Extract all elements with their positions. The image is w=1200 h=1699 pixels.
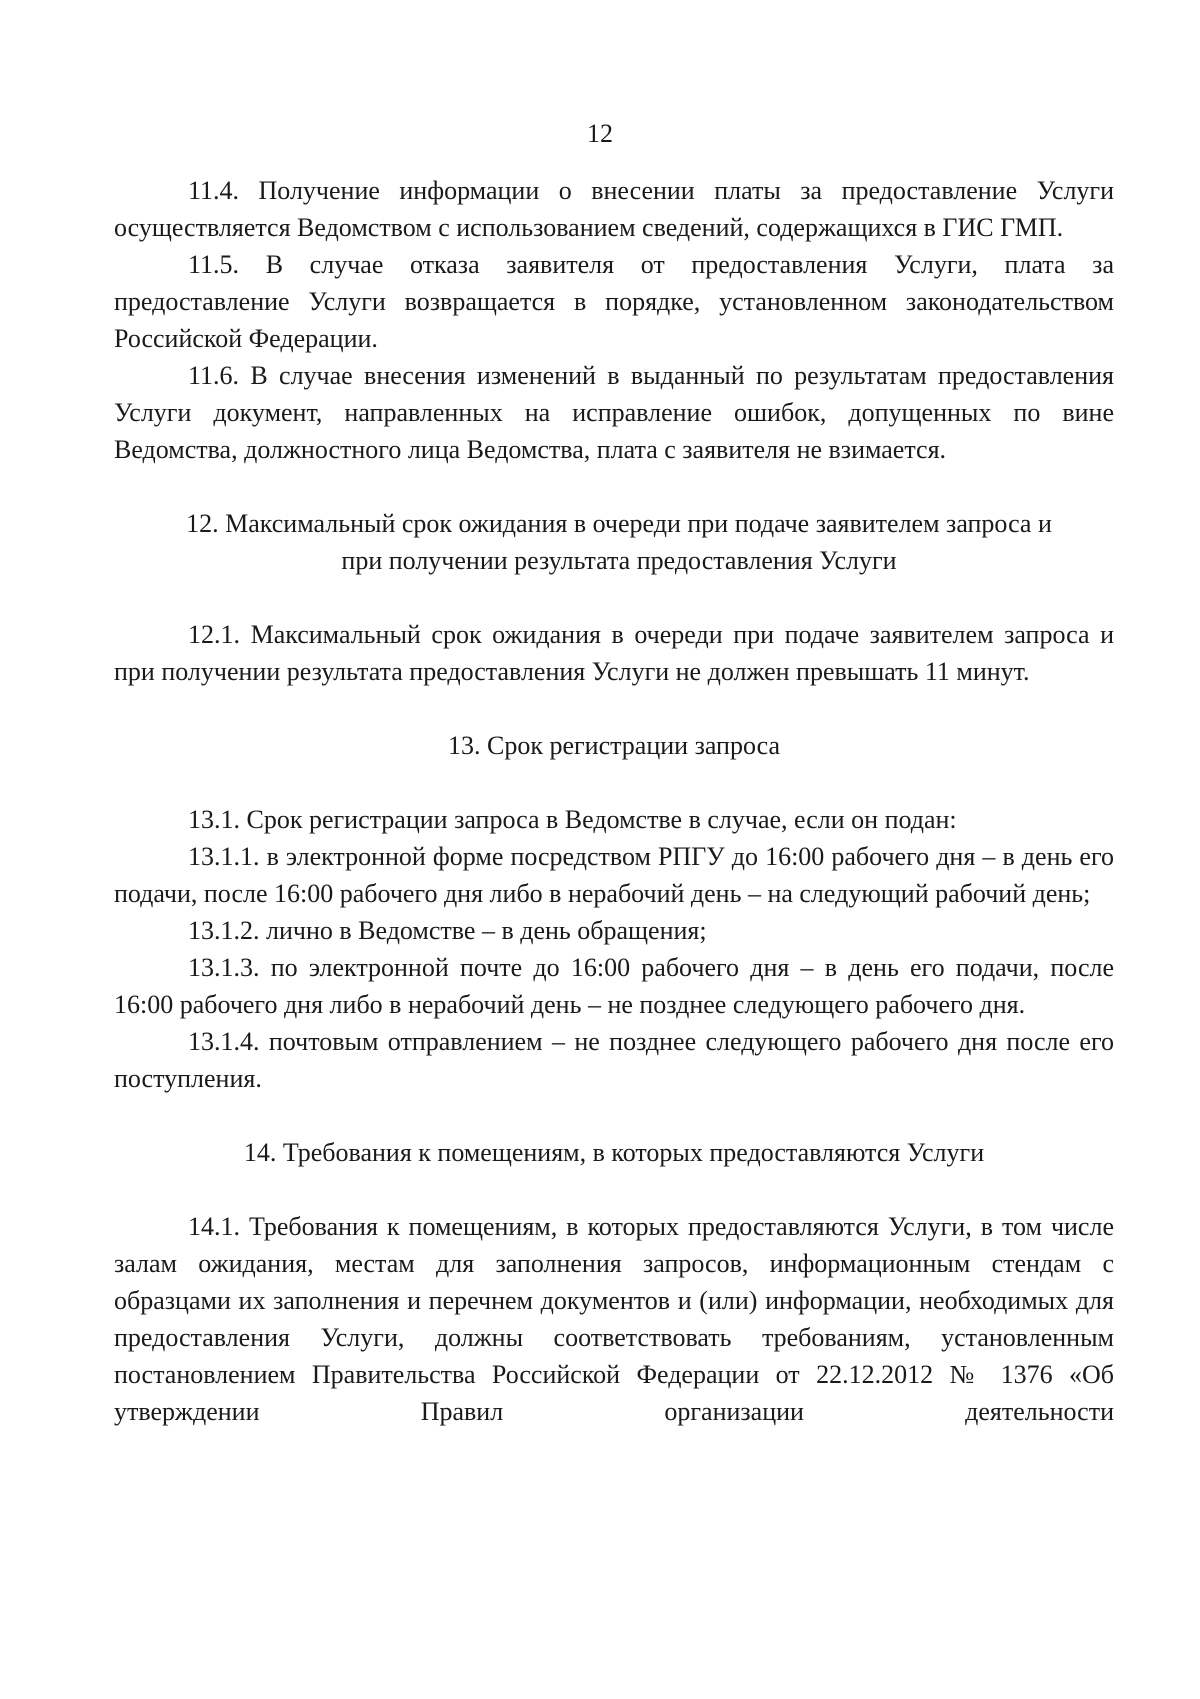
paragraph-13-1-3: 13.1.3. по электронной почте до 16:00 рабочего дня – в день его подачи, после 16:00 рабочего дня либо в нерабочий день – не позднее следующего рабочего дня. xyxy=(114,953,1114,1019)
paragraph-12-1: 12.1. Максимальный срок ожидания в очереди при подаче заявителем запроса и при получении результата предоставления Услуги не должен превышать 11 минут. xyxy=(114,620,1114,686)
paragraph-14-1: 14.1. Требования к помещениям, в которых предоставляются Услуги, в том числе залам ожидания, местам для заполнения запросов, информационным стендам с образцами их заполнения и перечнем документов и (или) информации, необходимых для предоставления Услуги, должны соответствовать требованиям, установленным постановлением Правительства Российской Федерации от 22.12.2012 № 1376 «Об утверждении Правил организации деятельности xyxy=(114,1212,1114,1426)
paragraph-11-6: 11.6. В случае внесения изменений в выданный по результатам предоставления Услуги документ, направленных на исправление ошибок, допущенных по вине Ведомства, должностного лица Ведомства, плата с заявителя не взимается. xyxy=(114,361,1114,464)
paragraph-11-5: 11.5. В случае отказа заявителя от предоставления Услуги, плата за предоставление Услуги возвращается в порядке, установленном законодательством Российской Федерации. xyxy=(114,250,1114,353)
document-body xyxy=(114,172,1114,1430)
paragraph-13-1: 13.1. Срок регистрации запроса в Ведомстве в случае, если он подан: xyxy=(188,805,957,834)
paragraph-11-4: 11.4. Получение информации о внесении платы за предоставление Услуги осуществляется Ведомством с использованием сведений, содержащихся в ГИС ГМП. xyxy=(114,176,1114,242)
paragraph-13-1-1: 13.1.1. в электронной форме посредством РПГУ до 16:00 рабочего дня – в день его подачи, после 16:00 рабочего дня либо в нерабочий день – на следующий рабочий день; xyxy=(114,842,1114,908)
page-number: 12 xyxy=(587,119,613,148)
paragraph-13-1-4: 13.1.4. почтовым отправлением – не позднее следующего рабочего дня после его поступления. xyxy=(114,1027,1114,1093)
section-heading-12: 12. Максимальный срок ожидания в очереди при подаче заявителем запроса и при получении результата предоставления Услуги xyxy=(186,509,1052,575)
section-heading-14: 14. Требования к помещениям, в которых предоставляются Услуги xyxy=(243,1138,985,1167)
section-heading-13: 13. Срок регистрации запроса xyxy=(447,731,781,760)
paragraph-13-1-2: 13.1.2. лично в Ведомстве – в день обращения; xyxy=(188,916,707,945)
